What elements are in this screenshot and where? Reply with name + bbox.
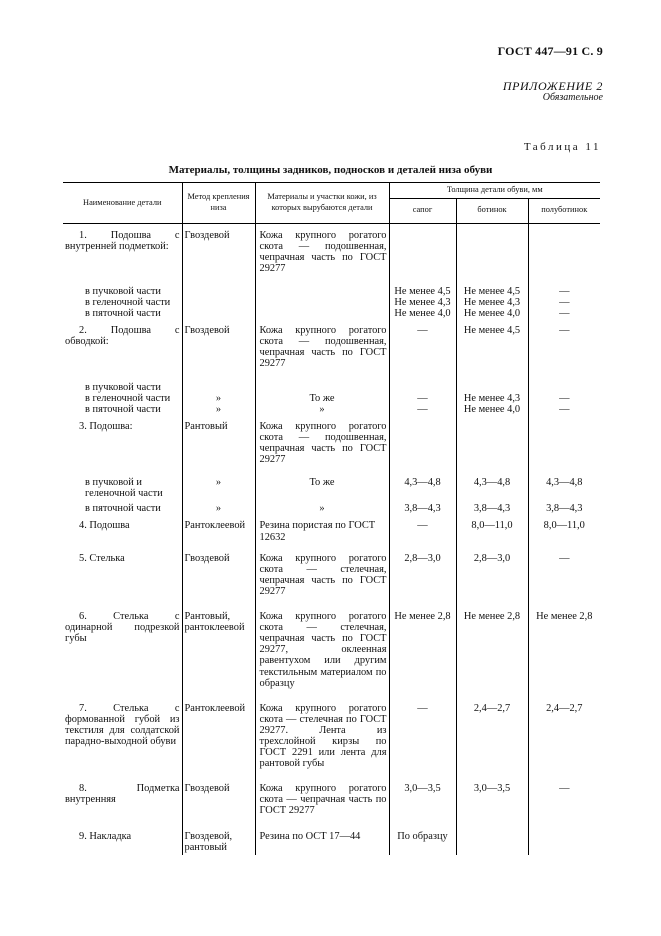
- header-polubotinok: полуботинок: [528, 198, 600, 223]
- row-material: То же: [255, 393, 389, 404]
- cell-botinok: 2,8—3,0: [456, 543, 528, 597]
- cell-polubotinok: 3,8—4,3: [528, 499, 600, 514]
- page-header: ГОСТ 447—91 С. 9: [497, 44, 603, 58]
- cell-sapog: —: [389, 393, 456, 404]
- cell-sapog: —: [389, 319, 456, 369]
- cell-polubotinok: —: [528, 308, 600, 319]
- appendix-status: Обязательное: [542, 92, 603, 103]
- cell-polubotinok: 8,0—11,0: [528, 514, 600, 542]
- cell-botinok: Не менее 4,0: [456, 308, 528, 319]
- cell-polubotinok: —: [528, 393, 600, 404]
- table-row: [63, 769, 600, 816]
- row-name: 5. Стелька: [79, 552, 125, 564]
- row-name: 7. Стелька с формованной губой из текстиля для солдатской парадно-выходной обуви: [65, 702, 180, 747]
- cell-sapog: —: [389, 514, 456, 542]
- appendix-title: ПРИЛОЖЕНИЕ 2: [502, 79, 603, 93]
- row-material: Кожа крупного рогатого скота — стелечная, чепрачная часть по ГОСТ 29277: [255, 543, 389, 597]
- row-name: в пяточной части: [85, 308, 161, 320]
- cell-botinok: 3,8—4,3: [456, 499, 528, 514]
- row-name: в геленочной части: [85, 392, 171, 404]
- cell-sapog: Не менее 2,8: [389, 597, 456, 689]
- cell-sapog: —: [389, 689, 456, 770]
- row-material: Кожа крупного рогатого скота — подошвенная, чепрачная часть по ГОСТ 29277: [255, 319, 389, 369]
- row-method: »: [182, 393, 255, 404]
- cell-polubotinok: Не менее 2,8: [528, 597, 600, 689]
- row-name: в геленочной части: [85, 296, 171, 308]
- cell-polubotinok: —: [528, 543, 600, 597]
- cell-polubotinok: 4,3—4,8: [528, 477, 600, 499]
- cell-sapog: 4,3—4,8: [389, 477, 456, 499]
- row-name: в пучковой части: [85, 285, 161, 297]
- table-number: Таблица 11: [523, 141, 601, 153]
- cell-sapog: По образцу: [389, 817, 456, 855]
- row-material: Резина пористая по ГОСТ 12632: [255, 514, 389, 542]
- cell-sapog: 3,8—4,3: [389, 499, 456, 514]
- row-method: Гвоздевой, рантовый: [182, 817, 255, 855]
- table-row: [63, 297, 600, 308]
- row-material: Кожа крупного рогатого скота — стелечная по ГОСТ 29277. Лента из трехслойной кирзы по ГОСТ 2291 или лента для рантовой губы: [255, 689, 389, 770]
- row-name: 3. Подошва:: [79, 420, 133, 432]
- table-row: [63, 597, 600, 689]
- cell-botinok: 4,3—4,8: [456, 477, 528, 499]
- cell-botinok: Не менее 2,8: [456, 597, 528, 689]
- cell-botinok: Не менее 4,5: [456, 319, 528, 369]
- row-method: »: [182, 499, 255, 514]
- table-row: [63, 382, 600, 393]
- cell-botinok: Не менее 4,0: [456, 404, 528, 415]
- cell-botinok: Не менее 4,3: [456, 393, 528, 404]
- row-material: Кожа крупного рогатого скота — подошвенная, чепрачная часть по ГОСТ 29277: [255, 223, 389, 274]
- table-row: [63, 404, 600, 415]
- row-name: 4. Подошва: [79, 520, 130, 532]
- row-method: Гвоздевой: [182, 319, 255, 369]
- table-row: [63, 543, 600, 597]
- row-method: Рантовый: [182, 415, 255, 465]
- table-row: [63, 514, 600, 542]
- row-method: Гвоздевой: [182, 543, 255, 597]
- header-material: Материалы и участки кожи, из которых вырубаются детали: [255, 183, 389, 224]
- row-material: »: [255, 499, 389, 514]
- row-method: Гвоздевой: [182, 223, 255, 274]
- row-method: »: [182, 404, 255, 415]
- row-method: »: [182, 477, 255, 499]
- cell-sapog: Не менее 4,0: [389, 308, 456, 319]
- cell-polubotinok: —: [528, 297, 600, 308]
- cell-botinok: 8,0—11,0: [456, 514, 528, 542]
- row-name: 1. Подошва с внутренней подметкой:: [65, 229, 180, 252]
- cell-polubotinok: —: [528, 286, 600, 297]
- table-title: Материалы, толщины задников, подносков и деталей низа обуви: [168, 164, 493, 176]
- row-name: в пяточной части: [85, 403, 161, 415]
- row-name: 2. Подошва с обводкой:: [65, 325, 180, 348]
- cell-botinok: 3,0—3,5: [456, 769, 528, 816]
- row-material: Кожа крупного рогатого скота — чепрачная часть по ГОСТ 29277: [255, 769, 389, 816]
- table-row: [63, 689, 600, 770]
- row-method: Рантовый, рантоклеевой: [182, 597, 255, 689]
- row-name: 9. Накладка: [79, 830, 132, 842]
- header-name: Наименование детали: [63, 183, 182, 224]
- row-method: Рантоклеевой: [182, 689, 255, 770]
- table-row: [63, 308, 600, 319]
- table-row: [63, 477, 600, 499]
- cell-polubotinok: 2,4—2,7: [528, 689, 600, 770]
- header-sapog: сапог: [389, 198, 456, 223]
- row-material: Кожа крупного рогатого скота — стелечная, чепрачная часть по ГОСТ 29277, оклеенная равентухом или другим текстильным материалом по образцу: [255, 597, 389, 689]
- cell-polubotinok: —: [528, 769, 600, 816]
- row-name: 8. Подметка внутренняя: [65, 783, 180, 806]
- cell-sapog: 2,8—3,0: [389, 543, 456, 597]
- table-row: [63, 223, 600, 274]
- table-row: [63, 415, 600, 465]
- cell-sapog: 3,0—3,5: [389, 769, 456, 816]
- cell-polubotinok: —: [528, 319, 600, 369]
- row-name: в пучковой части: [85, 381, 161, 393]
- row-name: в пяточной части: [85, 503, 161, 515]
- row-material: То же: [255, 477, 389, 499]
- row-method: Рантоклеевой: [182, 514, 255, 542]
- row-name: в пучковой и геленочной части: [85, 477, 163, 500]
- cell-sapog: —: [389, 404, 456, 415]
- header-botinok: ботинок: [456, 198, 528, 223]
- cell-botinok: Не менее 4,3: [456, 297, 528, 308]
- table-row: [63, 817, 600, 855]
- cell-botinok: Не менее 4,5: [456, 286, 528, 297]
- table-row: [63, 499, 600, 514]
- row-material: Кожа крупного рогатого скота — подошвенная, чепрачная часть по ГОСТ 29277: [255, 415, 389, 465]
- row-name: 6. Стелька с одинарной подрезкой губы: [65, 611, 180, 645]
- header-thickness: Толщина детали обуви, мм: [389, 183, 600, 199]
- cell-botinok: 2,4—2,7: [456, 689, 528, 770]
- row-material: Резина по ОСТ 17—44: [255, 817, 389, 855]
- table-row: [63, 286, 600, 297]
- table-row: [63, 393, 600, 404]
- header-method: Метод крепления низа: [182, 183, 255, 224]
- cell-sapog: Не менее 4,5: [389, 286, 456, 297]
- row-material: »: [255, 404, 389, 415]
- table-row: [63, 319, 600, 369]
- cell-polubotinok: —: [528, 404, 600, 415]
- row-method: Гвоздевой: [182, 769, 255, 816]
- materials-table: [63, 182, 600, 855]
- cell-sapog: Не менее 4,3: [389, 297, 456, 308]
